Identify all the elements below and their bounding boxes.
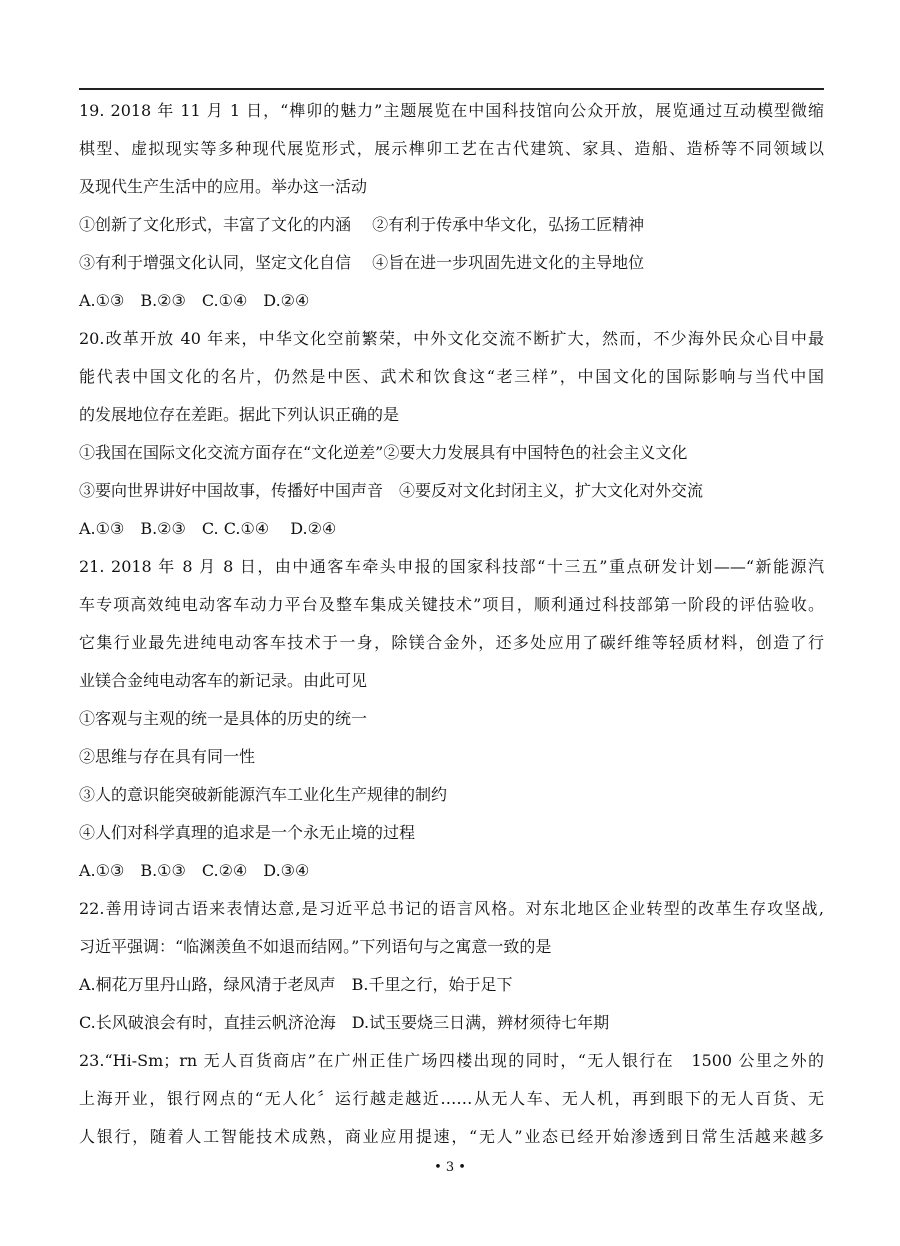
question-19-line-1: 19. 2018 年 11 月 1 日，“榫卯的魅力”主题展览在中国科技馆向公众开放，展览通过互动模型微缩 — [79, 101, 824, 120]
question-20-options: A.①③ B.②③ C. C.①④ D.②④ — [79, 519, 337, 538]
question-20-line-3: 的发展地位存在差距。据此下列认识正确的是 — [79, 405, 400, 424]
question-22-line-1: 22.善用诗词古语来表情达意,是习近平总书记的语言风格。对东北地区企业转型的改革生存攻坚战, — [79, 899, 824, 918]
question-20-statement-3-4: ③要向世界讲好中国故事，传播好中国声音 ④要反对文化封闭主义，扩大文化对外交流 — [79, 481, 704, 500]
question-20 — [79, 320, 824, 548]
question-20-statement-1-2: ①我国在国际文化交流方面存在“文化逆差”②要大力发展具有中国特色的社会主义文化 — [79, 443, 688, 462]
question-22 — [79, 890, 824, 1042]
question-20-line-1: 20.改革开放 40 年来，中华文化空前繁荣，中外文化交流不断扩大，然而，不少海外民众心目中最 — [79, 329, 824, 348]
question-19-line-2: 棋型、虚拟现实等多种现代展览形式，展示榫卯工艺在古代建筑、家具、造船、造桥等不同领域以 — [79, 139, 824, 158]
question-21-statement-3: ③人的意识能突破新能源汽车工业化生产规律的制约 — [79, 785, 448, 804]
question-21-statement-1: ①客观与主观的统一是具体的历史的统一 — [79, 709, 368, 728]
question-22-options-a-b: A.桐花万里丹山路，绿风清于老凤声 B.千里之行，始于足下 — [79, 975, 513, 994]
question-19 — [79, 92, 824, 320]
question-23-line-3: 人银行，随着人工智能技术成熟，商业应用提速，“无人”业态已经开始渗透到日常生活越来越多 — [79, 1127, 824, 1146]
question-21-line-4: 业镁合金纯电动客车的新记录。由此可见 — [79, 671, 368, 690]
page-number: • 3 • — [434, 1160, 466, 1175]
question-19-options: A.①③ B.②③ C.①④ D.②④ — [79, 291, 310, 310]
question-21-line-1: 21. 2018 年 8 月 8 日，由中通客车牵头申报的国家科技部“十三五”重点研发计划——“新能源汽 — [79, 557, 824, 576]
question-21-statement-2: ②思维与存在具有同一性 — [79, 747, 256, 766]
header-rule — [79, 88, 824, 90]
page-content — [79, 92, 824, 1156]
question-20-line-2: 能代表中国文化的名片，仍然是中医、武术和饮食这“老三样”，中国文化的国际影响与当代中国 — [79, 367, 824, 386]
question-21-statement-4: ④人们对科学真理的追求是一个永无止境的过程 — [79, 823, 416, 842]
question-23-line-1: 23.“Hi-Sm；rn 无人百货商店”在广州正佳广场四楼出现的同时，“无人银行在 1500 公里之外的 — [79, 1051, 824, 1070]
question-22-options-c-d: C.长风破浪会有时，直挂云帆济沧海 D.试玉要烧三日满，辨材须待七年期 — [79, 1013, 610, 1032]
question-21-options: A.①③ B.①③ C.②④ D.③④ — [79, 861, 310, 880]
question-19-statement-1-2: ①创新了文化形式，丰富了文化的内涵 ②有利于传承中华文化，弘扬工匠精神 — [79, 215, 645, 234]
question-21 — [79, 548, 824, 890]
question-23 — [79, 1042, 824, 1156]
question-21-line-3: 它集行业最先进纯电动客车技术于一身，除镁合金外，还多处应用了碳纤维等轻质材料，创造了行 — [79, 633, 824, 652]
question-21-line-2: 车专项高效纯电动客车动力平台及整车集成关键技术”项目，顺利通过科技部第一阶段的评估验收。 — [79, 595, 824, 614]
question-19-statement-3-4: ③有利于增强文化认同，坚定文化自信 ④旨在进一步巩固先进文化的主导地位 — [79, 253, 645, 272]
question-23-line-2: 上海开业，银行网点的“无人化〞运行越走越近……从无人车、无人机，再到眼下的无人百货、无 — [79, 1089, 824, 1108]
question-22-line-2: 习近平强调：“临渊羡鱼不如退而结网。”下列语句与之寓意一致的是 — [79, 937, 552, 956]
question-19-line-3: 及现代生产生活中的应用。举办这一活动 — [79, 177, 368, 196]
